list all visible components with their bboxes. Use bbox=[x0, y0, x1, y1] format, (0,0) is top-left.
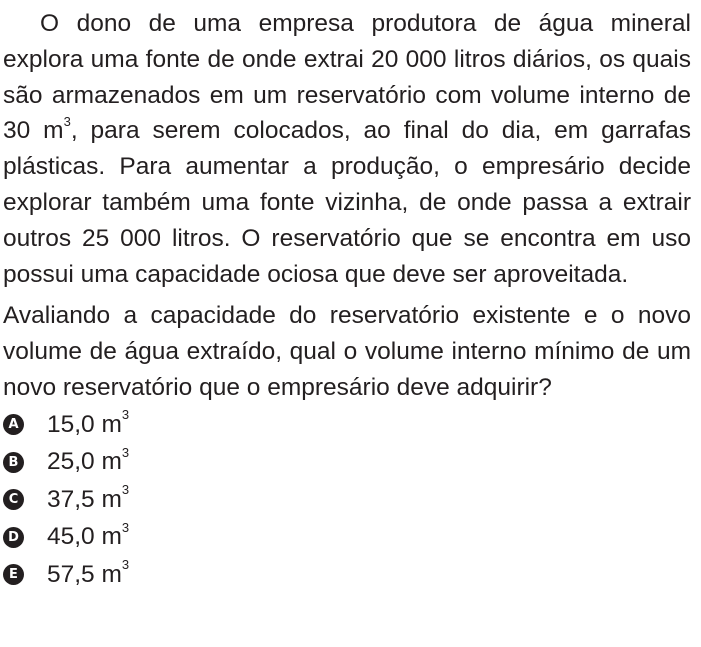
option-c-exponent: 3 bbox=[121, 482, 130, 498]
question-statement bbox=[3, 6, 691, 292]
statement-text-part1: O dono de uma empresa produtora de água mineral explora uma fonte de onde extrai 20 000 litros diários, os quais são armazenados em um reservatório com volume interno de 30 m bbox=[3, 10, 691, 145]
option-d-value: 45,0 m bbox=[47, 523, 122, 551]
option-b-text bbox=[47, 444, 130, 476]
option-letter-e-badge: E bbox=[3, 564, 24, 585]
option-a-text bbox=[47, 407, 130, 439]
option-b-exponent: 3 bbox=[121, 444, 130, 460]
cubic-exponent: 3 bbox=[63, 114, 71, 130]
option-c[interactable] bbox=[3, 481, 691, 519]
option-e[interactable] bbox=[3, 556, 691, 594]
option-d[interactable] bbox=[3, 518, 691, 556]
option-e-exponent: 3 bbox=[121, 557, 130, 573]
option-letter-a-badge: A bbox=[3, 414, 24, 435]
option-letter-d-badge: D bbox=[3, 527, 24, 548]
option-e-value: 57,5 m bbox=[47, 560, 122, 588]
option-d-exponent: 3 bbox=[121, 519, 130, 535]
answer-options bbox=[3, 406, 691, 594]
option-c-value: 37,5 m bbox=[47, 485, 122, 513]
question-prompt: Avaliando a capacidade do reservatório existente e o novo volume de água extraído, qual o volume interno mínimo de um novo reservatório que o empresário deve adquirir? bbox=[3, 302, 691, 401]
option-e-text bbox=[47, 557, 130, 589]
question-container bbox=[3, 6, 691, 593]
option-d-text bbox=[47, 519, 130, 551]
option-letter-b-badge: B bbox=[3, 452, 24, 473]
option-b[interactable] bbox=[3, 443, 691, 481]
statement-text-part2: , para serem colocados, ao final do dia, em garrafas plásticas. Para aumentar a produção, o empresário decide explorar também uma fonte vizinha, de onde passa a extrair outros 25 000 litros. O reservatório que se encontra em uso possui uma capacidade ociosa que deve ser aproveitada. bbox=[3, 117, 692, 288]
option-a-value: 15,0 m bbox=[47, 410, 122, 438]
option-a[interactable] bbox=[3, 406, 691, 444]
option-a-exponent: 3 bbox=[121, 407, 130, 423]
option-letter-c-badge: C bbox=[3, 489, 24, 510]
option-c-text bbox=[47, 482, 130, 514]
option-b-value: 25,0 m bbox=[47, 448, 122, 476]
